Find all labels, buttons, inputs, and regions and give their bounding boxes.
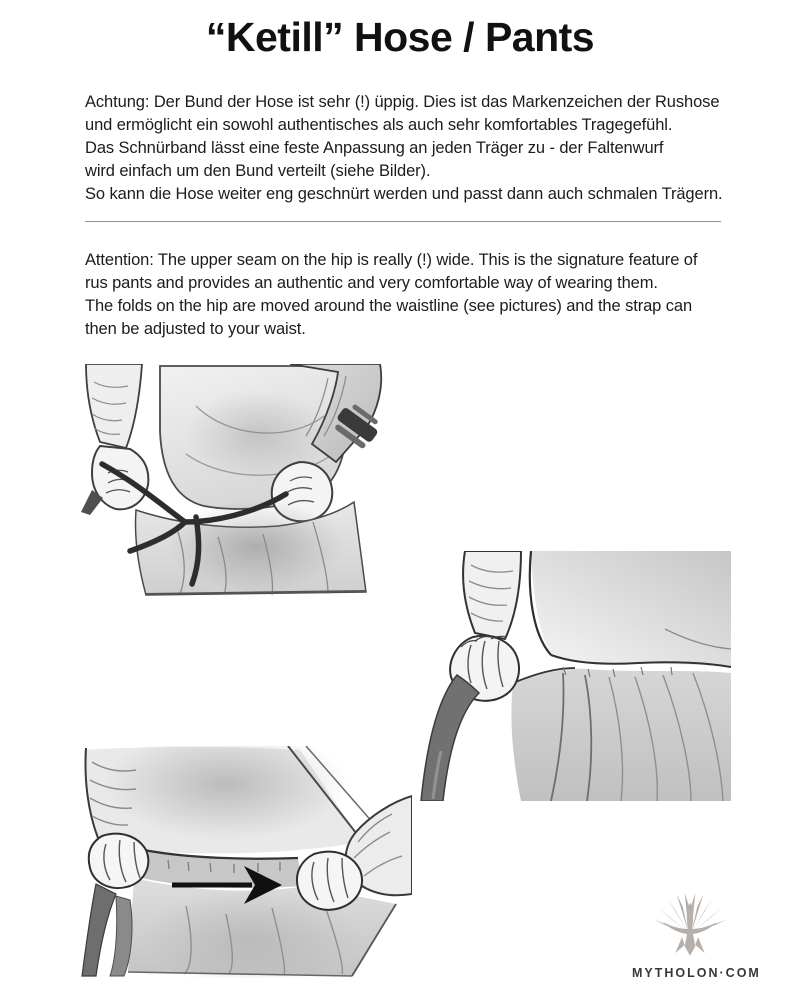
intro-en-line: Attention: The upper seam on the hip is really (!) wide. This is the signature feature of [85,251,698,269]
intro-paragraph-german [85,91,723,206]
intro-de-line: Achtung: Der Bund der Hose ist sehr (!) üppig. Dies ist das Markenzeichen der Rushose [85,93,720,111]
phoenix-right-wing [691,893,726,934]
intro-en-line: then be adjusted to your waist. [85,320,306,338]
intro-de-line: Das Schnürband lässt eine feste Anpassung an jeden Träger zu - der Faltenwurf [85,139,664,157]
figure-adjust-waistband [76,746,412,978]
intro-paragraph-english [85,249,697,341]
section-divider [85,221,721,222]
intro-de-line: wird einfach um den Bund verteilt (siehe Bilder). [85,162,431,180]
figure-holding-strap [413,551,731,801]
intro-de-line: So kann die Hose weiter eng geschnürt werden und passt dann auch schmalen Trägern. [85,185,723,203]
strap-sketch [421,675,479,801]
phoenix-logo-icon [650,890,730,964]
intro-en-line: rus pants and provides an authentic and very comfortable way of wearing them. [85,274,658,292]
strap-sketch [82,884,132,976]
mytholon-logo [632,890,761,980]
phoenix-tail-right [695,937,704,953]
left-hand-sketch [89,834,149,888]
phoenix-left-wing [654,893,689,934]
hip-sketch [530,551,731,667]
pants-sketch [135,500,366,595]
page-title: “Ketill” Hose / Pants [205,14,595,60]
logo-wordmark: MYTHOLON·COM [632,966,761,980]
intro-en-line: The folds on the hip are moved around the waistline (see pictures) and the strap can [85,297,693,315]
left-arm-sketch [81,364,148,515]
pleated-pants-sketch [511,667,731,801]
figure-tying-drawstring [78,364,408,596]
intro-de-line: und ermöglicht ein sowohl authentisches als auch sehr komfortables Tragegefühl. [85,116,673,134]
phoenix-tail-left [675,937,684,953]
waistband-sketch [142,850,302,888]
sleeve-sketch [463,551,521,639]
